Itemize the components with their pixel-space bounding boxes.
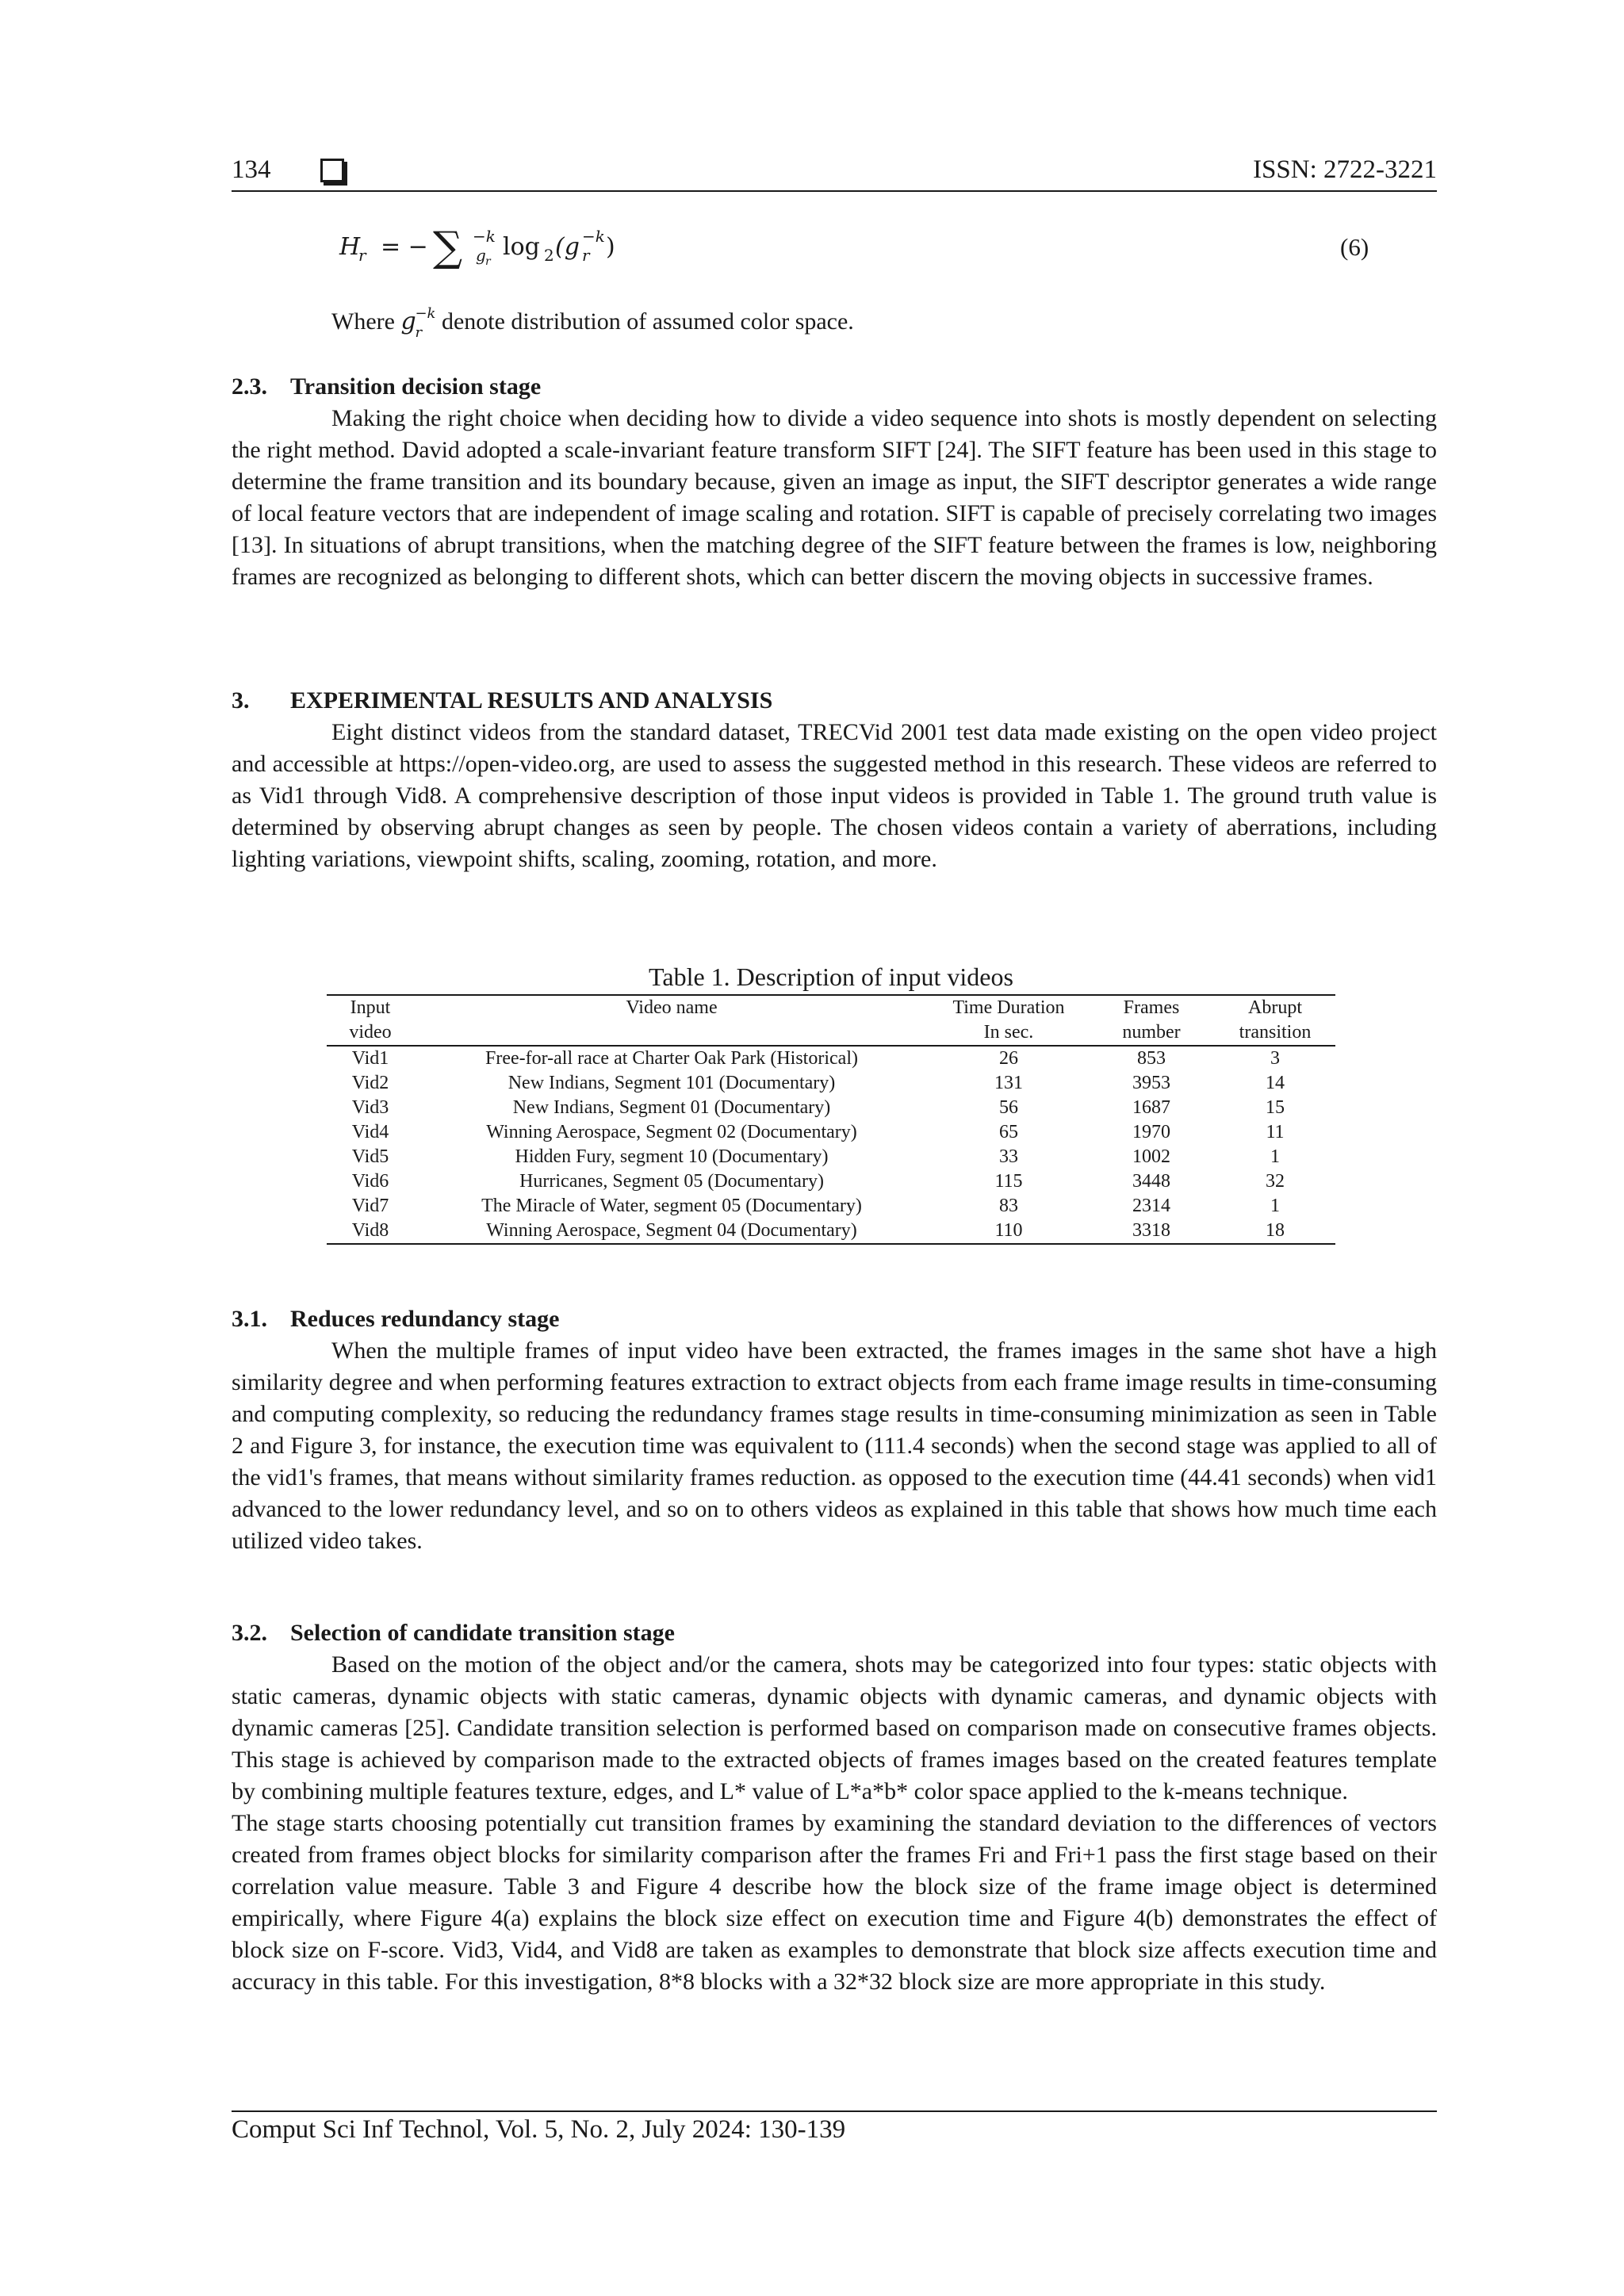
table-cell: Vid7 (351, 1196, 389, 1216)
table-cell: New Indians, Segment 101 (Documentary) (508, 1073, 836, 1093)
table-row (327, 1046, 1335, 1071)
where-g-sub: r (415, 324, 423, 341)
table-cell: Vid4 (351, 1122, 389, 1142)
section-3-body (232, 717, 1437, 875)
footer-citation: Comput Sci Inf Technol, Vol. 5, No. 2, July 2024: 130-139 (232, 2115, 846, 2144)
table-cell: 1687 (1132, 1097, 1170, 1118)
square-box-icon (320, 159, 344, 182)
table-cell: 1 (1270, 1196, 1280, 1216)
header-abrupt-2: transition (1215, 1020, 1335, 1046)
where-symbol (400, 305, 436, 341)
table-row (327, 1194, 1335, 1219)
footer-rule (232, 2110, 1437, 2112)
header-video-name: Video name (626, 997, 718, 1018)
table-cell: Vid1 (351, 1048, 389, 1069)
table-row (327, 1219, 1335, 1244)
table-cell: 3 (1270, 1048, 1280, 1069)
table-cell: 33 (999, 1146, 1018, 1167)
equation-number: (6) (1340, 233, 1369, 261)
table-cell: 131 (994, 1073, 1023, 1093)
table-cell: 18 (1266, 1220, 1285, 1241)
table-cell: 3318 (1132, 1220, 1170, 1241)
section-3-2-paragraph-2: The stage starts choosing potentially cut transition frames by examining the standard deviation to the differences of vectors created from frames object blocks for similarity comparison after the frames Fri and Fri+1 pass the first stage based on their correlation value measure. Table 3 and Figure 4 describe how the block size of the frame image object is determined empirically, where Figure 4(a) explains the block size effect on execution time and Figure 4(b) demonstrates the effect of block size on F-score. Vid3, Vid4, and Vid8 are taken as examples to demonstrate that block size affects execution time and accuracy in this table. For this investigation, 8*8 blocks with a 32*32 block size are more appropriate in this study. (232, 1810, 1437, 1995)
table-cell: 65 (999, 1122, 1018, 1142)
table-cell: 11 (1266, 1122, 1285, 1142)
section-3-1-body (232, 1335, 1437, 1557)
table-row (327, 1145, 1335, 1169)
eq-sum-symbol: ∑ (433, 224, 463, 271)
where-line (331, 305, 854, 341)
section-3-title: EXPERIMENTAL RESULTS AND ANALYSIS (290, 687, 773, 714)
table-cell: Hurricanes, Segment 05 (Documentary) (519, 1171, 824, 1192)
table-row (327, 1096, 1335, 1120)
table-cell: 110 (994, 1220, 1023, 1241)
header-abrupt: Abrupt (1248, 997, 1302, 1018)
section-3-number: 3. (232, 687, 250, 714)
table-cell: The Miracle of Water, segment 05 (Documentary) (481, 1196, 862, 1216)
header-input-2: video (327, 1020, 414, 1046)
section-3-1-number: 3.1. (232, 1306, 267, 1332)
table-cell: 15 (1266, 1097, 1285, 1118)
table-cell: 1970 (1132, 1122, 1170, 1142)
table-cell: Hidden Fury, segment 10 (Documentary) (515, 1146, 829, 1167)
table-cell: 1 (1270, 1146, 1280, 1167)
table-cell: Free-for-all race at Charter Oak Park (Historical) (485, 1048, 858, 1069)
eq-log: log (503, 233, 540, 261)
table-cell: 83 (999, 1196, 1018, 1216)
eq-sum-sub: g (476, 246, 486, 265)
table-cell: Vid5 (351, 1146, 389, 1167)
section-3-1-title: Reduces redundancy stage (290, 1306, 560, 1332)
table-cell: Vid2 (351, 1073, 389, 1093)
header-input: Input (350, 997, 391, 1018)
table-cell: Vid3 (351, 1097, 389, 1118)
eq-arg-sup: −k (582, 227, 605, 246)
table-1 (327, 994, 1335, 1245)
table-cell: 1002 (1132, 1146, 1170, 1167)
page-number: 134 (232, 155, 271, 184)
section-3-paragraph: Eight distinct videos from the standard dataset, TRECVid 2001 test data made existing on the open video project and accessible at https://open-video.org, are used to assess the suggested method in this research. These videos are referred to as Vid1 through Vid8. A comprehensive description of those input videos is provided in Table 1. The ground truth value is determined by observing abrupt changes as seen by people. The chosen videos contain a variety of aberrations, including lighting variations, viewpoint shifts, scaling, zooming, rotation, and more. (232, 719, 1437, 872)
section-3-2-paragraph-1: Based on the motion of the object and/or the camera, shots may be categorized into four types: static objects with static cameras, dynamic objects with static cameras, dynamic objects with dynamic cameras, and dynamic objects with dynamic cameras [25]. Candidate transition selection is performed based on comparison made on consecutive frames objects. This stage is achieved by comparison made to the extracted objects of frames images based on the created features template by combining multiple features texture, edges, and L* value of L*a*b* color space applied to the k-means technique. (232, 1651, 1437, 1804)
eq-lhs-sub: r (358, 246, 366, 265)
table-cell: 26 (999, 1048, 1018, 1069)
table-cell: 3953 (1132, 1073, 1170, 1093)
header-rule (232, 190, 1437, 192)
table-row (327, 1169, 1335, 1194)
header-frames-2: number (1088, 1020, 1215, 1046)
table-cell: 115 (994, 1171, 1023, 1192)
table-cell: Vid6 (351, 1171, 389, 1192)
eq-log-base: 2 (544, 246, 554, 265)
table-row (327, 1071, 1335, 1096)
where-post: denote distribution of assumed color space. (435, 308, 854, 335)
section-3-2-number: 3.2. (232, 1620, 267, 1646)
where-g: g (400, 308, 416, 335)
eq-sum-sup: −k (473, 227, 496, 246)
section-2-3-title: Transition decision stage (290, 373, 542, 400)
table-cell: Winning Aerospace, Segment 04 (Documentary) (486, 1220, 857, 1241)
where-g-sup: −k (415, 305, 436, 322)
table-cell: 853 (1137, 1048, 1166, 1069)
table-cell: 3448 (1132, 1171, 1170, 1192)
table-cell: 32 (1266, 1171, 1285, 1192)
table-row (327, 1120, 1335, 1145)
table-cell: 2314 (1132, 1196, 1170, 1216)
table-cell: 56 (999, 1097, 1018, 1118)
header-video-name-2 (414, 1020, 929, 1046)
table-1-caption: Table 1. Description of input videos (649, 962, 1013, 991)
section-3-1-paragraph: When the multiple frames of input video have been extracted, the frames images in the same shot have a high similarity degree and when performing features extraction to extract objects from each frame image results in time-consuming and computing complexity, so reducing the redundancy frames stage results in time-consuming minimization as seen in Table 2 and Figure 3, for instance, the execution time was equivalent to (111.4 seconds) when the second stage was applied to all of the vid1's frames, that means without similarity frames reduction. as opposed to the execution time (44.41 seconds) when vid1 advanced to the lower redundancy level, and so on to others videos as explained in this table that shows how much time each utilized video takes. (232, 1337, 1437, 1554)
issn: ISSN: 2722-3221 (1253, 155, 1437, 184)
table-cell: 14 (1266, 1073, 1285, 1093)
eq-arg-close: ) (606, 233, 615, 261)
eq-arg-sub: r (582, 246, 590, 265)
equation-6 (339, 224, 783, 274)
header-time-duration: Time Duration (952, 997, 1065, 1018)
header-time-duration-2: In sec. (929, 1020, 1088, 1046)
eq-lhs: H (339, 233, 361, 261)
eq-equals-minus: = − (381, 233, 428, 261)
eq-arg-open: (g (555, 233, 580, 261)
table-cell: Vid8 (351, 1220, 389, 1241)
section-2-3-body (232, 403, 1437, 593)
header-frames: Frames (1123, 997, 1180, 1018)
section-3-2-title: Selection of candidate transition stage (290, 1620, 675, 1646)
section-2-3-paragraph: Making the right choice when deciding how to divide a video sequence into shots is mostly dependent on selecting the right method. David adopted a scale-invariant feature transform SIFT [24]. The SIFT feature has been used in this stage to determine the frame transition and its boundary because, given an image as input, the SIFT descriptor generates a wide range of local feature vectors that are independent of image scaling and rotation. SIFT is capable of precisely correlating two images [13]. In situations of abrupt transitions, when the matching degree of the SIFT feature between the frames is low, neighboring frames are recognized as belonging to different shots, which can better discern the moving objects in successive frames. (232, 405, 1437, 590)
table-cell: New Indians, Segment 01 (Documentary) (512, 1097, 831, 1118)
eq-sum-sub-sub: r (485, 255, 491, 268)
where-pre: Where (331, 308, 401, 335)
section-3-2-body (232, 1649, 1437, 1998)
table-cell: Winning Aerospace, Segment 02 (Documentary) (486, 1122, 857, 1142)
section-2-3-number: 2.3. (232, 373, 267, 400)
